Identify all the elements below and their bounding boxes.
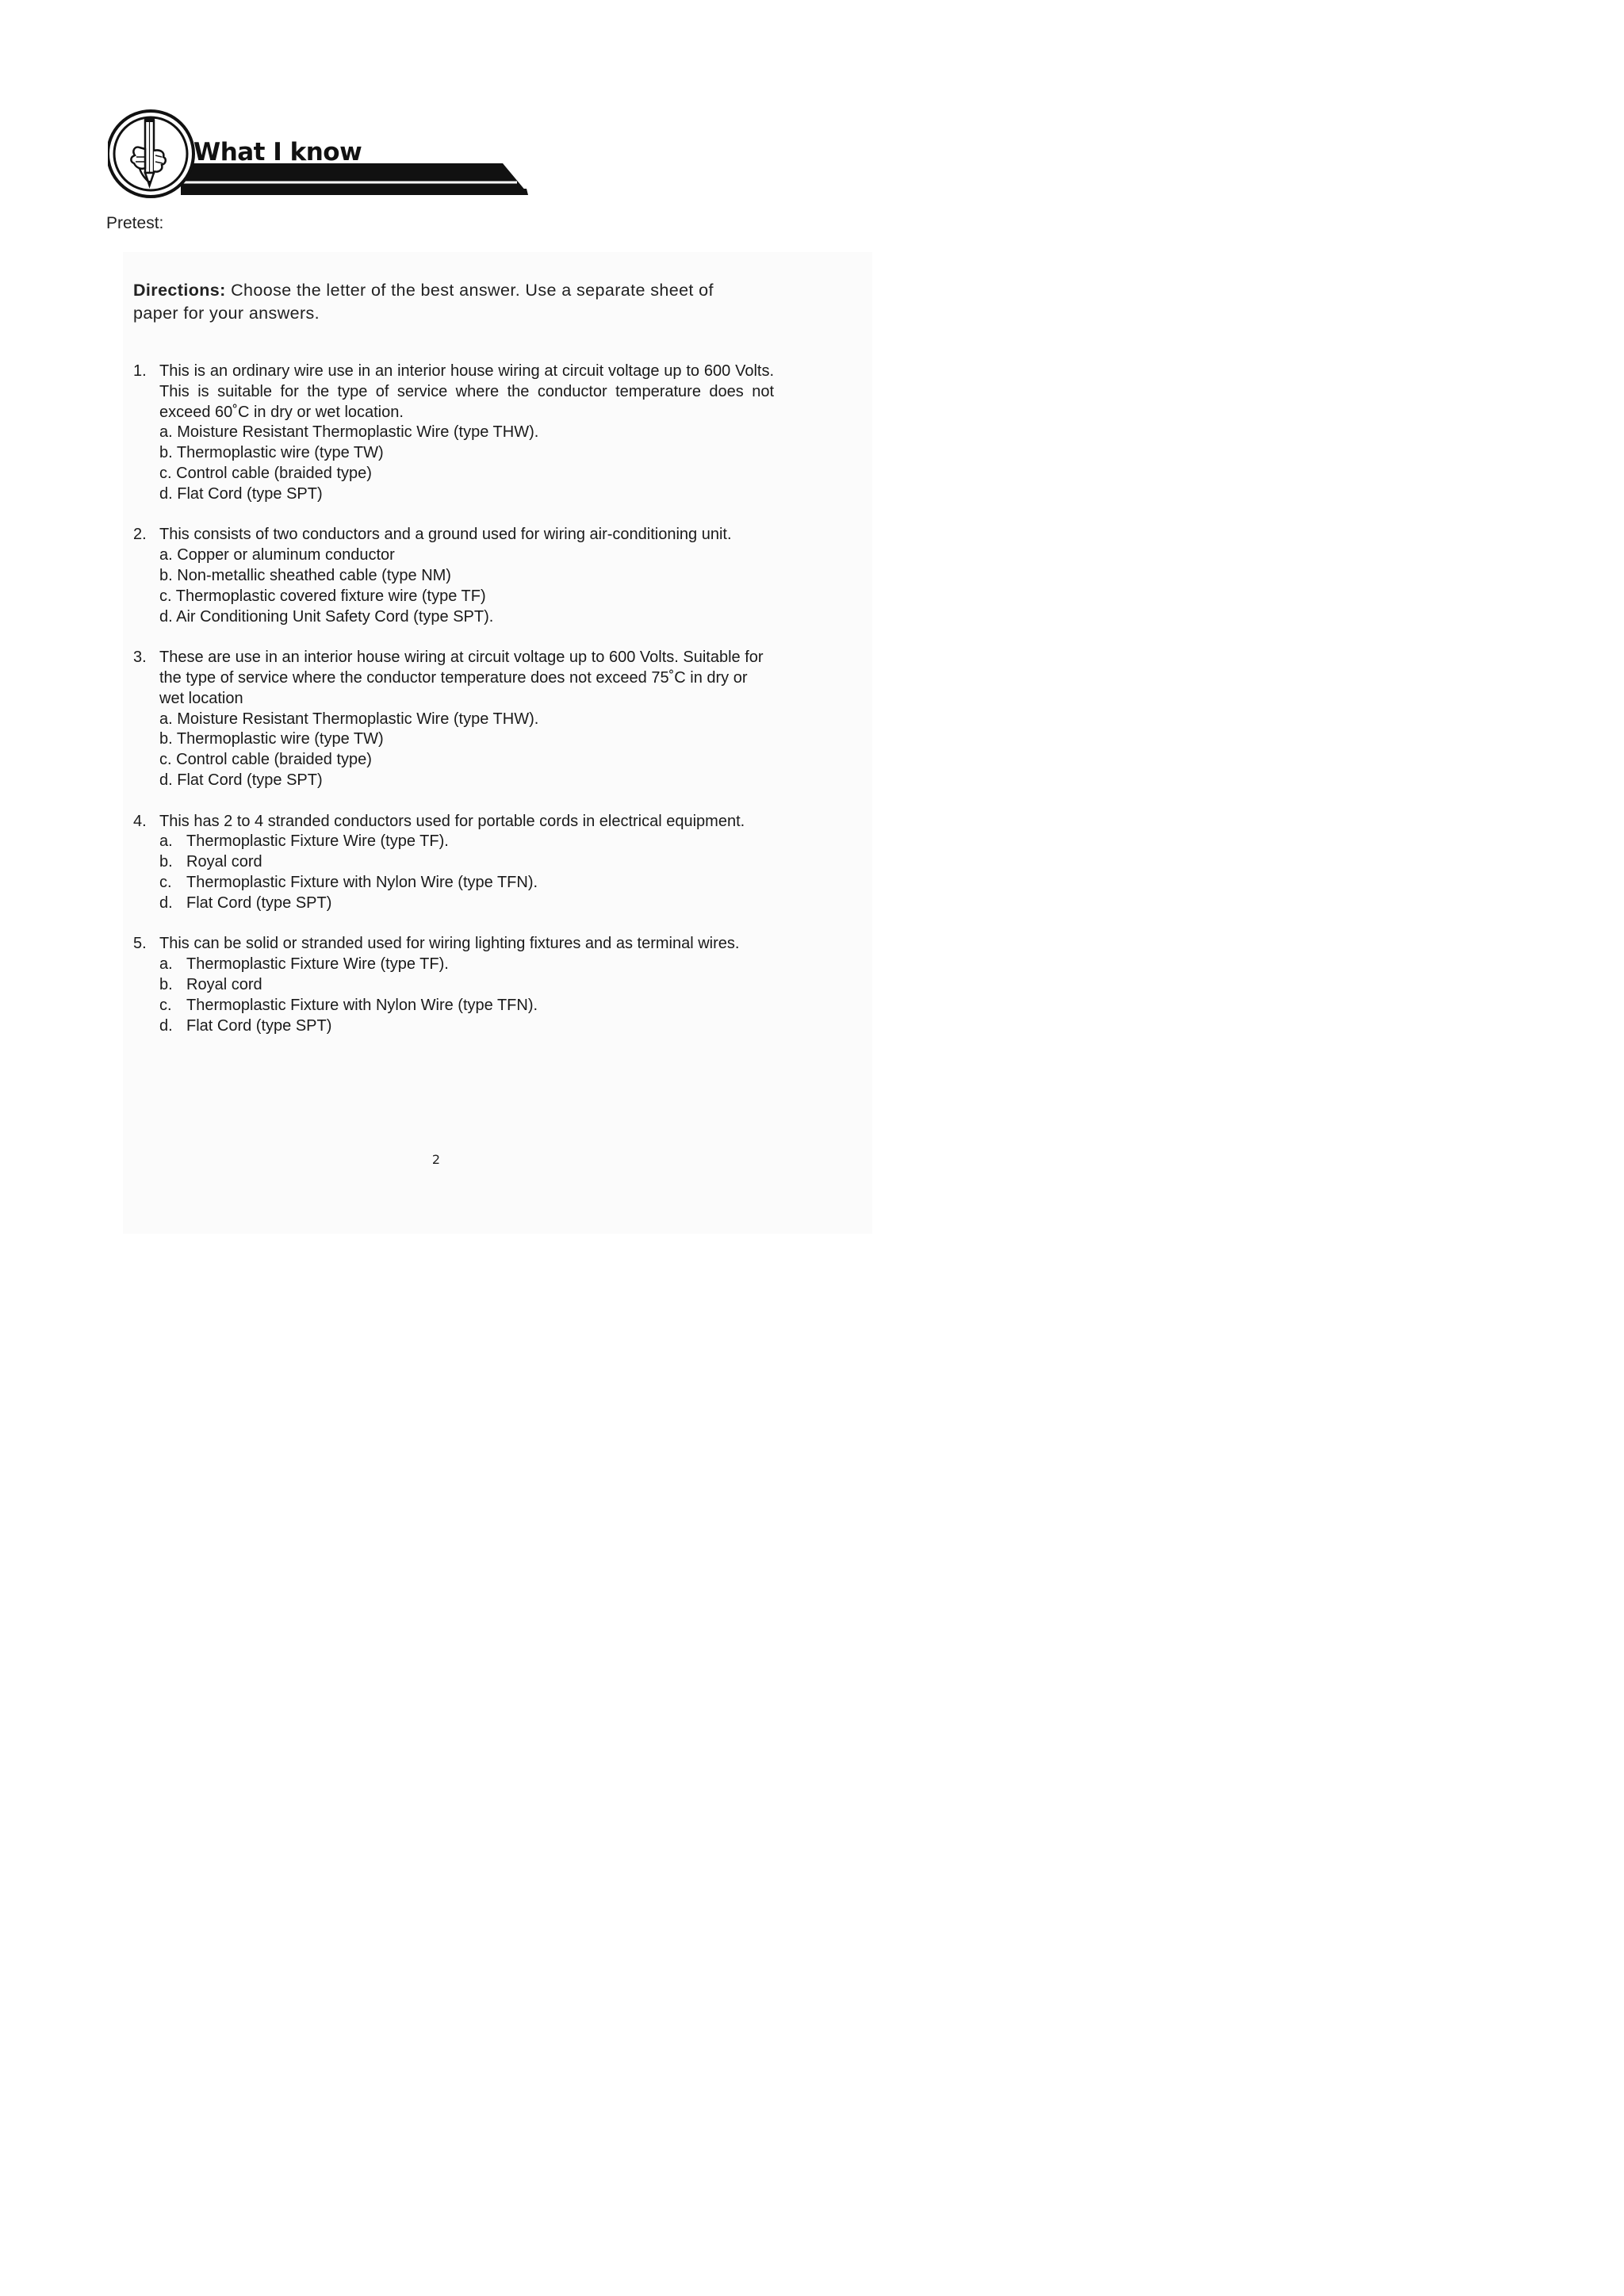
option-a: a. Thermoplastic Fixture Wire (type TF). [159, 955, 449, 974]
question-1 [133, 362, 774, 505]
question-text: This is an ordinary wire use in an interior house wiring at circuit voltage up to 600 Volts. This is suitable for the type of service where the conductor temperature does not exceed 60˚C in dry or wet location. [159, 362, 774, 421]
option-a: a. Moisture Resistant Thermoplastic Wire (type THW). [159, 423, 539, 442]
question-4 [133, 812, 774, 914]
option-b: b. Thermoplastic wire (type TW) [159, 444, 384, 462]
pretest-label: Pretest: [106, 214, 164, 232]
option-d: d. Flat Cord (type SPT) [159, 894, 332, 912]
header-bar [181, 163, 527, 192]
option-d: d. Flat Cord (type SPT) [159, 484, 323, 503]
question-number: 5. [133, 935, 147, 953]
option-d: d. Flat Cord (type SPT) [159, 1016, 332, 1035]
question-text: This has 2 to 4 stranded conductors used for portable cords in electrical equipment. [159, 812, 745, 830]
question-3 [133, 648, 774, 791]
option-c: c. Control cable (braided type) [159, 464, 372, 482]
question-2 [133, 525, 774, 627]
question-list [133, 362, 774, 1057]
option-c: c. Thermoplastic Fixture with Nylon Wire (type TFN). [159, 873, 538, 891]
option-c: c. Thermoplastic Fixture with Nylon Wire (type TFN). [159, 996, 538, 1014]
option-a: a. Copper or aluminum conductor [159, 546, 395, 564]
option-d: d. Flat Cord (type SPT) [159, 771, 323, 789]
question-text: These are use in an interior house wiring at circuit voltage up to 600 Volts. Suitable for the type of service where the conductor temperature does not exceed 75˚C in dry or wet location [159, 649, 764, 707]
option-c: c. Thermoplastic covered fixture wire (type TF) [159, 587, 486, 605]
question-5 [133, 934, 774, 1036]
question-text: This consists of two conductors and a ground used for wiring air-conditioning unit. [159, 526, 732, 544]
option-d: d. Air Conditioning Unit Safety Cord (type SPT). [159, 607, 494, 626]
question-number: 2. [133, 526, 147, 544]
option-b: b. Royal cord [159, 853, 262, 871]
option-a: a. Moisture Resistant Thermoplastic Wire (type THW). [159, 710, 539, 728]
option-a: a. Thermoplastic Fixture Wire (type TF). [159, 832, 449, 851]
option-b: b. Royal cord [159, 975, 262, 993]
directions-block [133, 279, 752, 325]
page-number: 2 [431, 1152, 441, 1167]
section-title: What I know [193, 138, 362, 166]
section-header-banner [108, 106, 528, 200]
question-number: 3. [133, 649, 147, 667]
hand-holding-pencil-icon [108, 111, 193, 197]
question-number: 4. [133, 812, 147, 830]
option-b: b. Thermoplastic wire (type TW) [159, 730, 384, 748]
question-number: 1. [133, 362, 147, 380]
option-b: b. Non-metallic sheathed cable (type NM) [159, 566, 451, 584]
question-text: This can be solid or stranded used for wiring lighting fixtures and as terminal wires. [159, 935, 740, 953]
directions-text: Choose the letter of the best answer. Use a separate sheet of paper for your answers. [133, 281, 714, 323]
directions-label: Directions: [133, 281, 226, 300]
option-c: c. Control cable (braided type) [159, 751, 372, 769]
